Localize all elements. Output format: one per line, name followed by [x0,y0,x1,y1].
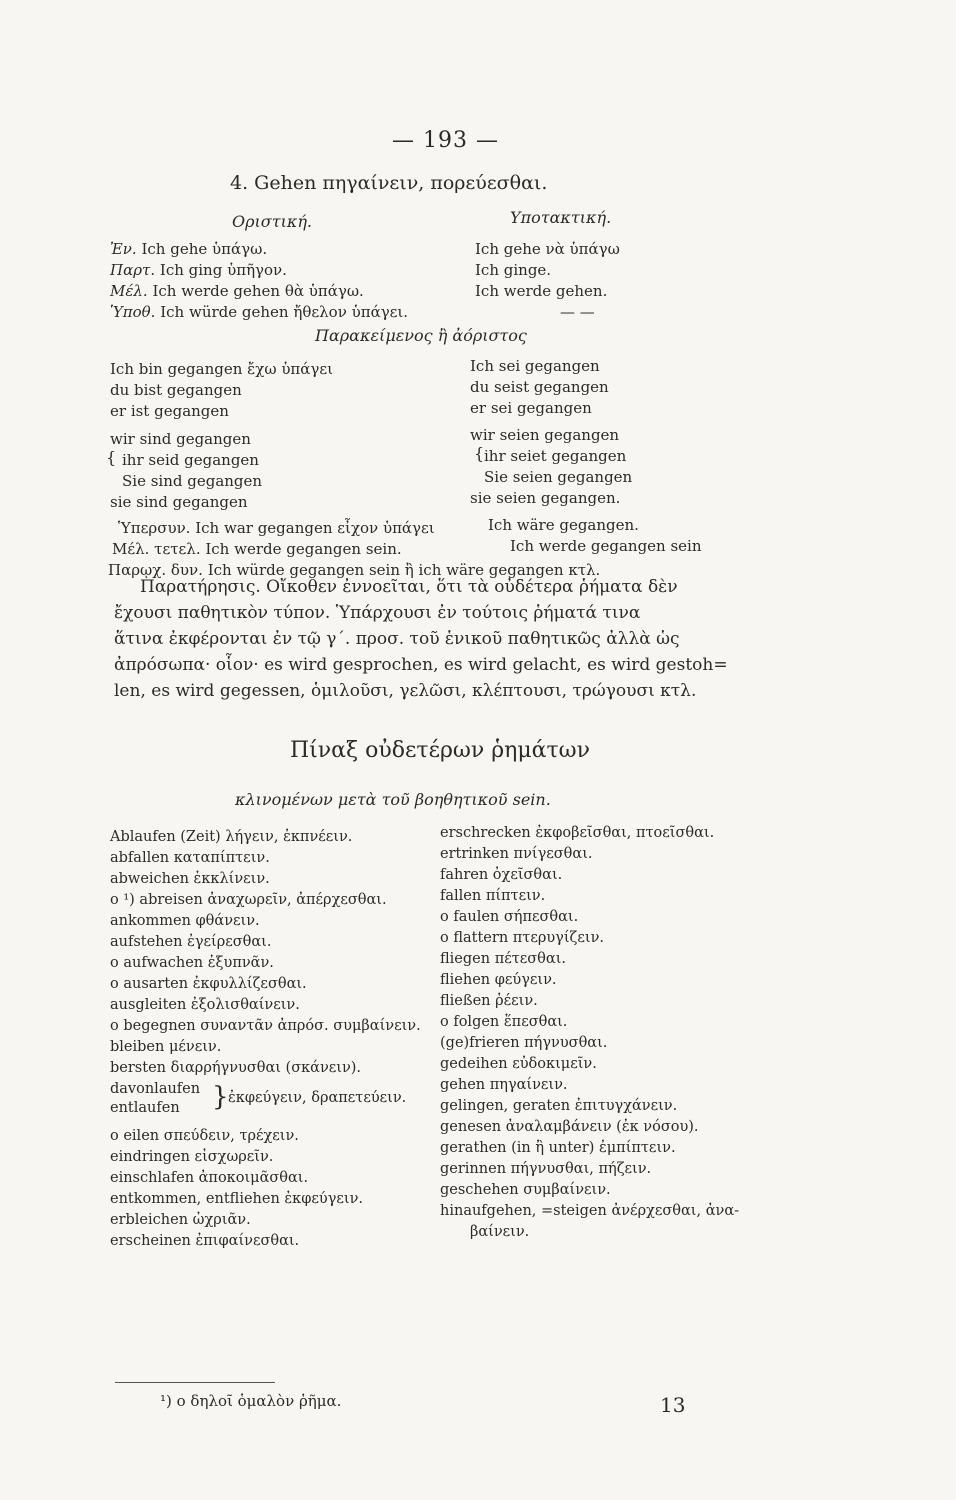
vocab-right-entry: gerathen (in ἢ unter) ἐμπίπτειν. [440,1140,676,1156]
mood-subjunctive: — — [560,303,595,321]
vocab-left-entry: ausgleiten ἐξολισθαίνειν. [110,997,300,1013]
vocab-right-entry: gelingen, geraten ἐπιτυγχάνειν. [440,1098,678,1114]
remark-line: ἀπρόσωπα· οἷον· es wird gesprochen, es wird gelacht, es wird gestoh= [114,655,728,675]
mood-german: Ich würde gehen [160,303,289,321]
perfect-right-line: du seist gegangen [470,378,609,396]
mood-german: Ich gehe [141,240,208,258]
vocab-left-entry: erscheinen ἐπιφαίνεσθαι. [110,1233,300,1249]
table-subtitle: κλινομένων μετὰ τοῦ βοηθητικοῦ sein. [235,790,551,809]
vocab-left-entry: ankommen φθάνειν. [110,913,260,929]
mood-row [110,261,287,279]
vocab-left-entry: Ablaufen (Zeit) λήγειν, ἐκπνέειν. [110,829,353,845]
vocab-left-entry: entkommen, entfliehen ἐκφεύγειν. [110,1191,364,1207]
vocab-left-entry: davonlaufen [110,1081,201,1097]
mood-german: Ich werde gehen [152,282,281,300]
mood-label: Ἐν. [110,240,137,258]
vocab-right-entry: gerinnen πήγνυσθαι, πήζειν. [440,1161,652,1177]
vocab-right-entry: βαίνειν. [470,1224,530,1240]
mood-greek: ὑπῆγον. [227,261,287,279]
mood-label: Μέλ. [110,282,148,300]
perfect-right-line: Ich sei gegangen [470,357,600,375]
perfect-left-line: er ist gegangen [110,402,229,420]
vocab-right-entry: ertrinken πνίγεσθαι. [440,846,593,862]
page-number: — 193 — [392,128,499,153]
mood-row [110,303,408,321]
mood-greek: ὑπάγω. [212,240,268,258]
mood-row [110,240,267,258]
perfect-left-line: wir sind gegangen [110,430,251,448]
section-title: 4. Gehen πηγαίνειν, πορεύεσθαι. [230,172,548,194]
vocab-right-entry: hinaufgehen, =steigen ἀνέρχεσθαι, ἀνα- [440,1203,740,1219]
brace-mark: { [106,448,117,467]
table-title: Πίναξ οὐδετέρων ῥημάτων [290,738,590,763]
mood-subjunctive: Ich gehe νὰ ὑπάγω [475,240,620,258]
brace-mark: { [474,444,485,463]
mood-subjunctive: Ich ginge. [475,261,552,279]
vocab-brace-greek: ἐκφεύγειν, δραπετεύειν. [228,1090,407,1106]
vocab-left-entry: o eilen σπεύδειν, τρέχειν. [110,1128,299,1144]
vocab-right-entry: genesen ἀναλαμβάνειν (ἐκ νόσου). [440,1119,699,1135]
vocab-left-entry: bleiben μένειν. [110,1039,222,1055]
vocab-left-entry: entlaufen [110,1100,180,1116]
vocab-left-entry: bersten διαρρήγνυσθαι (σκάνειν). [110,1060,362,1076]
perfect-right-line: Sie seien gegangen [484,468,633,486]
mood-label: Ὑποθ. [110,303,156,321]
vocab-left-entry: abweichen ἐκκλίνειν. [110,871,270,887]
vocab-right-entry: fahren ὀχεῖσθαι. [440,867,563,883]
perfect-right-line: ihr seiet gegangen [484,447,627,465]
vocab-left-entry: abfallen καταπίπτειν. [110,850,270,866]
mood-greek: ἤθελον ὑπάγει. [293,303,409,321]
perfect-header: Παρακείμενος ἢ ἀόριστος [315,326,527,345]
signature-mark: 13 [660,1393,686,1417]
vocab-right-entry: fließen ῥέειν. [440,993,538,1009]
mood-label: Παρτ. [110,261,156,279]
perfect-right-line: wir seien gegangen [470,426,620,444]
tense-row-right: Ich wäre gegangen. [488,516,639,534]
vocab-left-entry: eindringen εἰσχωρεῖν. [110,1149,274,1165]
footnote: ¹) ο δηλοῖ ὁμαλὸν ῥῆμα. [160,1392,342,1410]
vocab-left-entry: o aufwachen ἐξυπνᾶν. [110,955,274,971]
footnote-rule [115,1382,275,1383]
vocab-left-entry: o ausarten ἐκφυλλίζεσθαι. [110,976,307,992]
vocab-left-entry: erbleichen ὠχριᾶν. [110,1212,251,1228]
remark-line: len, es wird gegessen, ὁμιλοῦσι, γελῶσι, κλέπτουσι, τρώγουσι κτλ. [114,681,697,701]
perfect-right-line: er sei gegangen [470,399,592,417]
vocab-right-entry: erschrecken ἐκφοβεῖσθαι, πτοεῖσθαι. [440,825,715,841]
tense-row-left: Παρῳχ. δυν. Ich würde gegangen sein ἢ ich wäre gegangen κτλ. [108,561,601,579]
vocab-left-entry: o ¹) abreisen ἀναχωρεῖν, ἀπέρχεσθαι. [110,892,387,908]
mood-greek: θὰ ὑπάγω. [284,282,364,300]
vocab-right-entry: fliegen πέτεσθαι. [440,951,566,967]
mood-german: Ich ging [159,261,223,279]
vocab-right-entry: (ge)frieren πήγνυσθαι. [440,1035,608,1051]
tense-row-left: Ὑπερσυν. Ich war gegangen εἶχον ὑπάγει [118,519,435,537]
vocab-right-entry: fallen πίπτειν. [440,888,546,904]
vocab-left-entry: aufstehen ἐγείρεσθαι. [110,934,272,950]
col-header-subjunctive: Υποτακτική. [510,208,612,227]
perfect-left-line: Sie sind gegangen [122,472,263,490]
vocab-right-entry: gedeihen εὐδοκιμεῖν. [440,1056,597,1072]
remark-line: ἅτινα ἐκφέρονται ἐν τῷ γ΄. προσ. τοῦ ἑνικοῦ παθητικῶς ἀλλὰ ὡς [114,629,680,649]
vocab-left-entry: einschlafen ἀποκοιμᾶσθαι. [110,1170,309,1186]
mood-subjunctive: Ich werde gehen. [475,282,608,300]
vocab-right-entry: o folgen ἕπεσθαι. [440,1014,568,1030]
vocab-right-entry: o faulen σήπεσθαι. [440,909,579,925]
perfect-left-line: du bist gegangen [110,381,242,399]
perfect-left-line: sie sind gegangen [110,493,248,511]
brace-mark: } [212,1082,229,1112]
perfect-left-line: Ich bin gegangen ἔχω ὑπάγει [110,360,334,378]
vocab-right-entry: geschehen συμβαίνειν. [440,1182,611,1198]
mood-row [110,282,364,300]
tense-row-right: Ich werde gegangen sein [510,537,702,555]
vocab-right-entry: o flattern πτερυγίζειν. [440,930,605,946]
vocab-left-entry: o begegnen συναντᾶν ἀπρόσ. συμβαίνειν. [110,1018,421,1034]
tense-row-left: Μέλ. τετελ. Ich werde gegangen sein. [112,540,402,558]
remark-line: ἔχουσι παθητικὸν τύπον. Ὑπάρχουσι ἐν τούτοις ῥήματά τινα [114,603,641,623]
perfect-right-line: sie seien gegangen. [470,489,621,507]
remark-line: Παρατήρησις. Οἴκοθεν ἐννοεῖται, ὅτι τὰ οὐδέτερα ῥήματα δὲν [140,577,678,597]
vocab-right-entry: fliehen φεύγειν. [440,972,557,988]
vocab-right-entry: gehen πηγαίνειν. [440,1077,568,1093]
col-header-indicative: Οριστική. [232,212,313,231]
perfect-left-line: ihr seid gegangen [122,451,259,469]
